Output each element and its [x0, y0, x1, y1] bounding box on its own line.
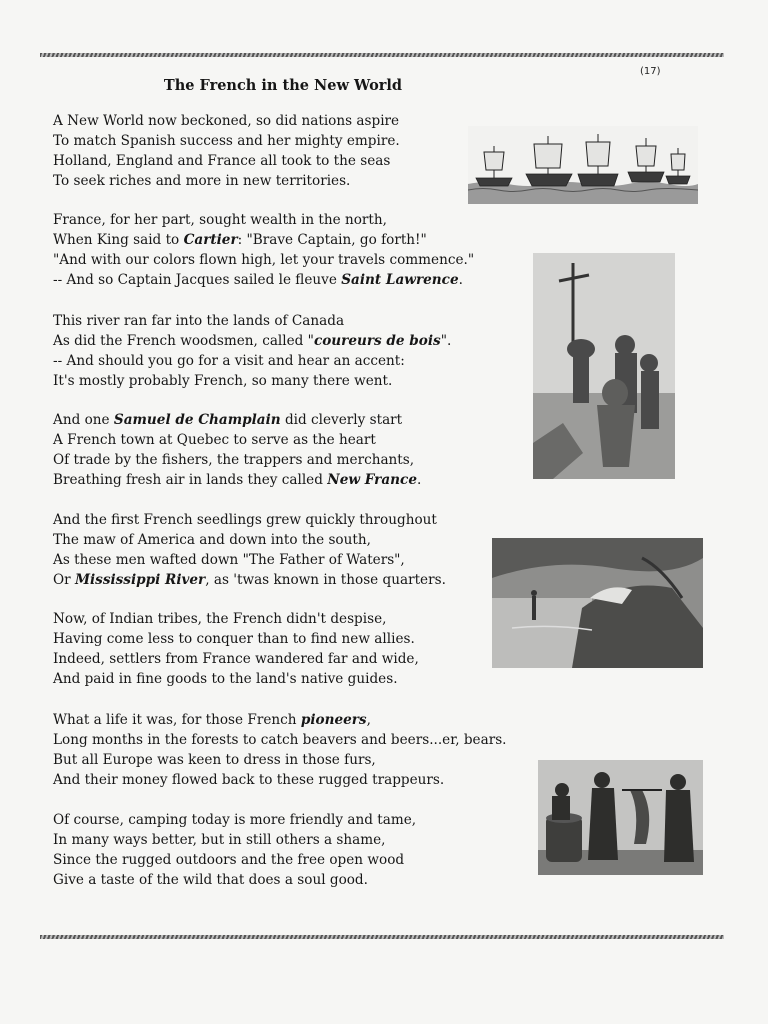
poem-line: Of course, camping today is more friendly and tame,: [53, 812, 417, 828]
poem-line: Since the rugged outdoors and the free open wood: [53, 852, 405, 868]
poem-line: -- And so Captain Jacques sailed le fleuve Saint Lawrence.: [53, 272, 463, 288]
poem-line: When King said to Cartier: "Brave Captain, go forth!": [53, 232, 427, 248]
poem-line: To seek riches and more in new territories.: [53, 173, 351, 189]
poem-line: Give a taste of the wild that does a soul good.: [53, 872, 368, 888]
poem-line: France, for her part, sought wealth in the north,: [53, 212, 387, 228]
poem-line: Having come less to conquer than to find new allies.: [53, 631, 415, 647]
stanza: [53, 111, 400, 191]
poem-line: A French town at Quebec to serve as the heart: [53, 432, 376, 448]
emphasis-term: Cartier: [183, 232, 238, 248]
poem-line: And paid in fine goods to the land's native guides.: [53, 671, 398, 687]
stanza: [53, 410, 421, 490]
page-number: (17): [640, 66, 661, 77]
stanza: [53, 710, 507, 790]
fur-traders-icon: [538, 760, 703, 875]
stanza: [53, 510, 446, 590]
poem-line: Breathing fresh air in lands they called New France.: [53, 472, 422, 488]
poem-line: Long months in the forests to catch beavers and beers...er, bears.: [53, 732, 507, 748]
emphasis-term: Saint Lawrence: [341, 272, 459, 288]
emphasis-term: New France: [327, 472, 417, 488]
poem-line: It's mostly probably French, so many there went.: [53, 373, 393, 389]
poem-line: Indeed, settlers from France wandered far and wide,: [53, 651, 419, 667]
poem-line: But all Europe was keen to dress in those furs,: [53, 752, 376, 768]
poem-line: In many ways better, but in still others a shame,: [53, 832, 386, 848]
poem-line: To match Spanish success and her mighty empire.: [53, 133, 400, 149]
poem-line: Or Mississippi River, as 'twas known in those quarters.: [53, 572, 446, 588]
poem-line: Holland, England and France all took to the seas: [53, 153, 391, 169]
sailing-ships-icon: [468, 126, 698, 204]
poem-line: And their money flowed back to these rugged trappeurs.: [53, 772, 445, 788]
poem-line: Of trade by the fishers, the trappers and merchants,: [53, 452, 415, 468]
bottom-divider: [40, 935, 724, 939]
explorers-landing-icon: [533, 253, 675, 479]
poem-line: The maw of America and down into the south,: [53, 532, 371, 548]
poem-title: The French in the New World: [163, 77, 403, 94]
poem-line: A New World now beckoned, so did nations aspire: [53, 113, 400, 129]
poem-line: As did the French woodsmen, called "coureurs de bois".: [53, 333, 452, 349]
poem-line: -- And should you go for a visit and hear an accent:: [53, 353, 405, 369]
poem-line: Now, of Indian tribes, the French didn't despise,: [53, 611, 387, 627]
stanza: [53, 810, 416, 890]
poem-line: What a life it was, for those French pioneers,: [53, 712, 371, 728]
stanza: [53, 609, 419, 689]
poem-line: As these men wafted down "The Father of Waters",: [53, 552, 405, 568]
river-canoe-scene-icon: [492, 538, 703, 668]
stanza: [53, 210, 474, 290]
emphasis-term: pioneers: [300, 712, 367, 728]
poem-line: This river ran far into the lands of Canada: [53, 313, 345, 329]
poem-line: "And with our colors flown high, let your travels commence.": [53, 252, 475, 268]
emphasis-term: Samuel de Champlain: [113, 412, 281, 428]
stanza: [53, 311, 451, 391]
poem-line: And the first French seedlings grew quickly throughout: [53, 512, 437, 528]
poem-line: And one Samuel de Champlain did cleverly start: [53, 412, 403, 428]
top-divider: [40, 53, 724, 57]
emphasis-term: coureurs de bois: [313, 333, 441, 349]
emphasis-term: Mississippi River: [74, 572, 206, 588]
